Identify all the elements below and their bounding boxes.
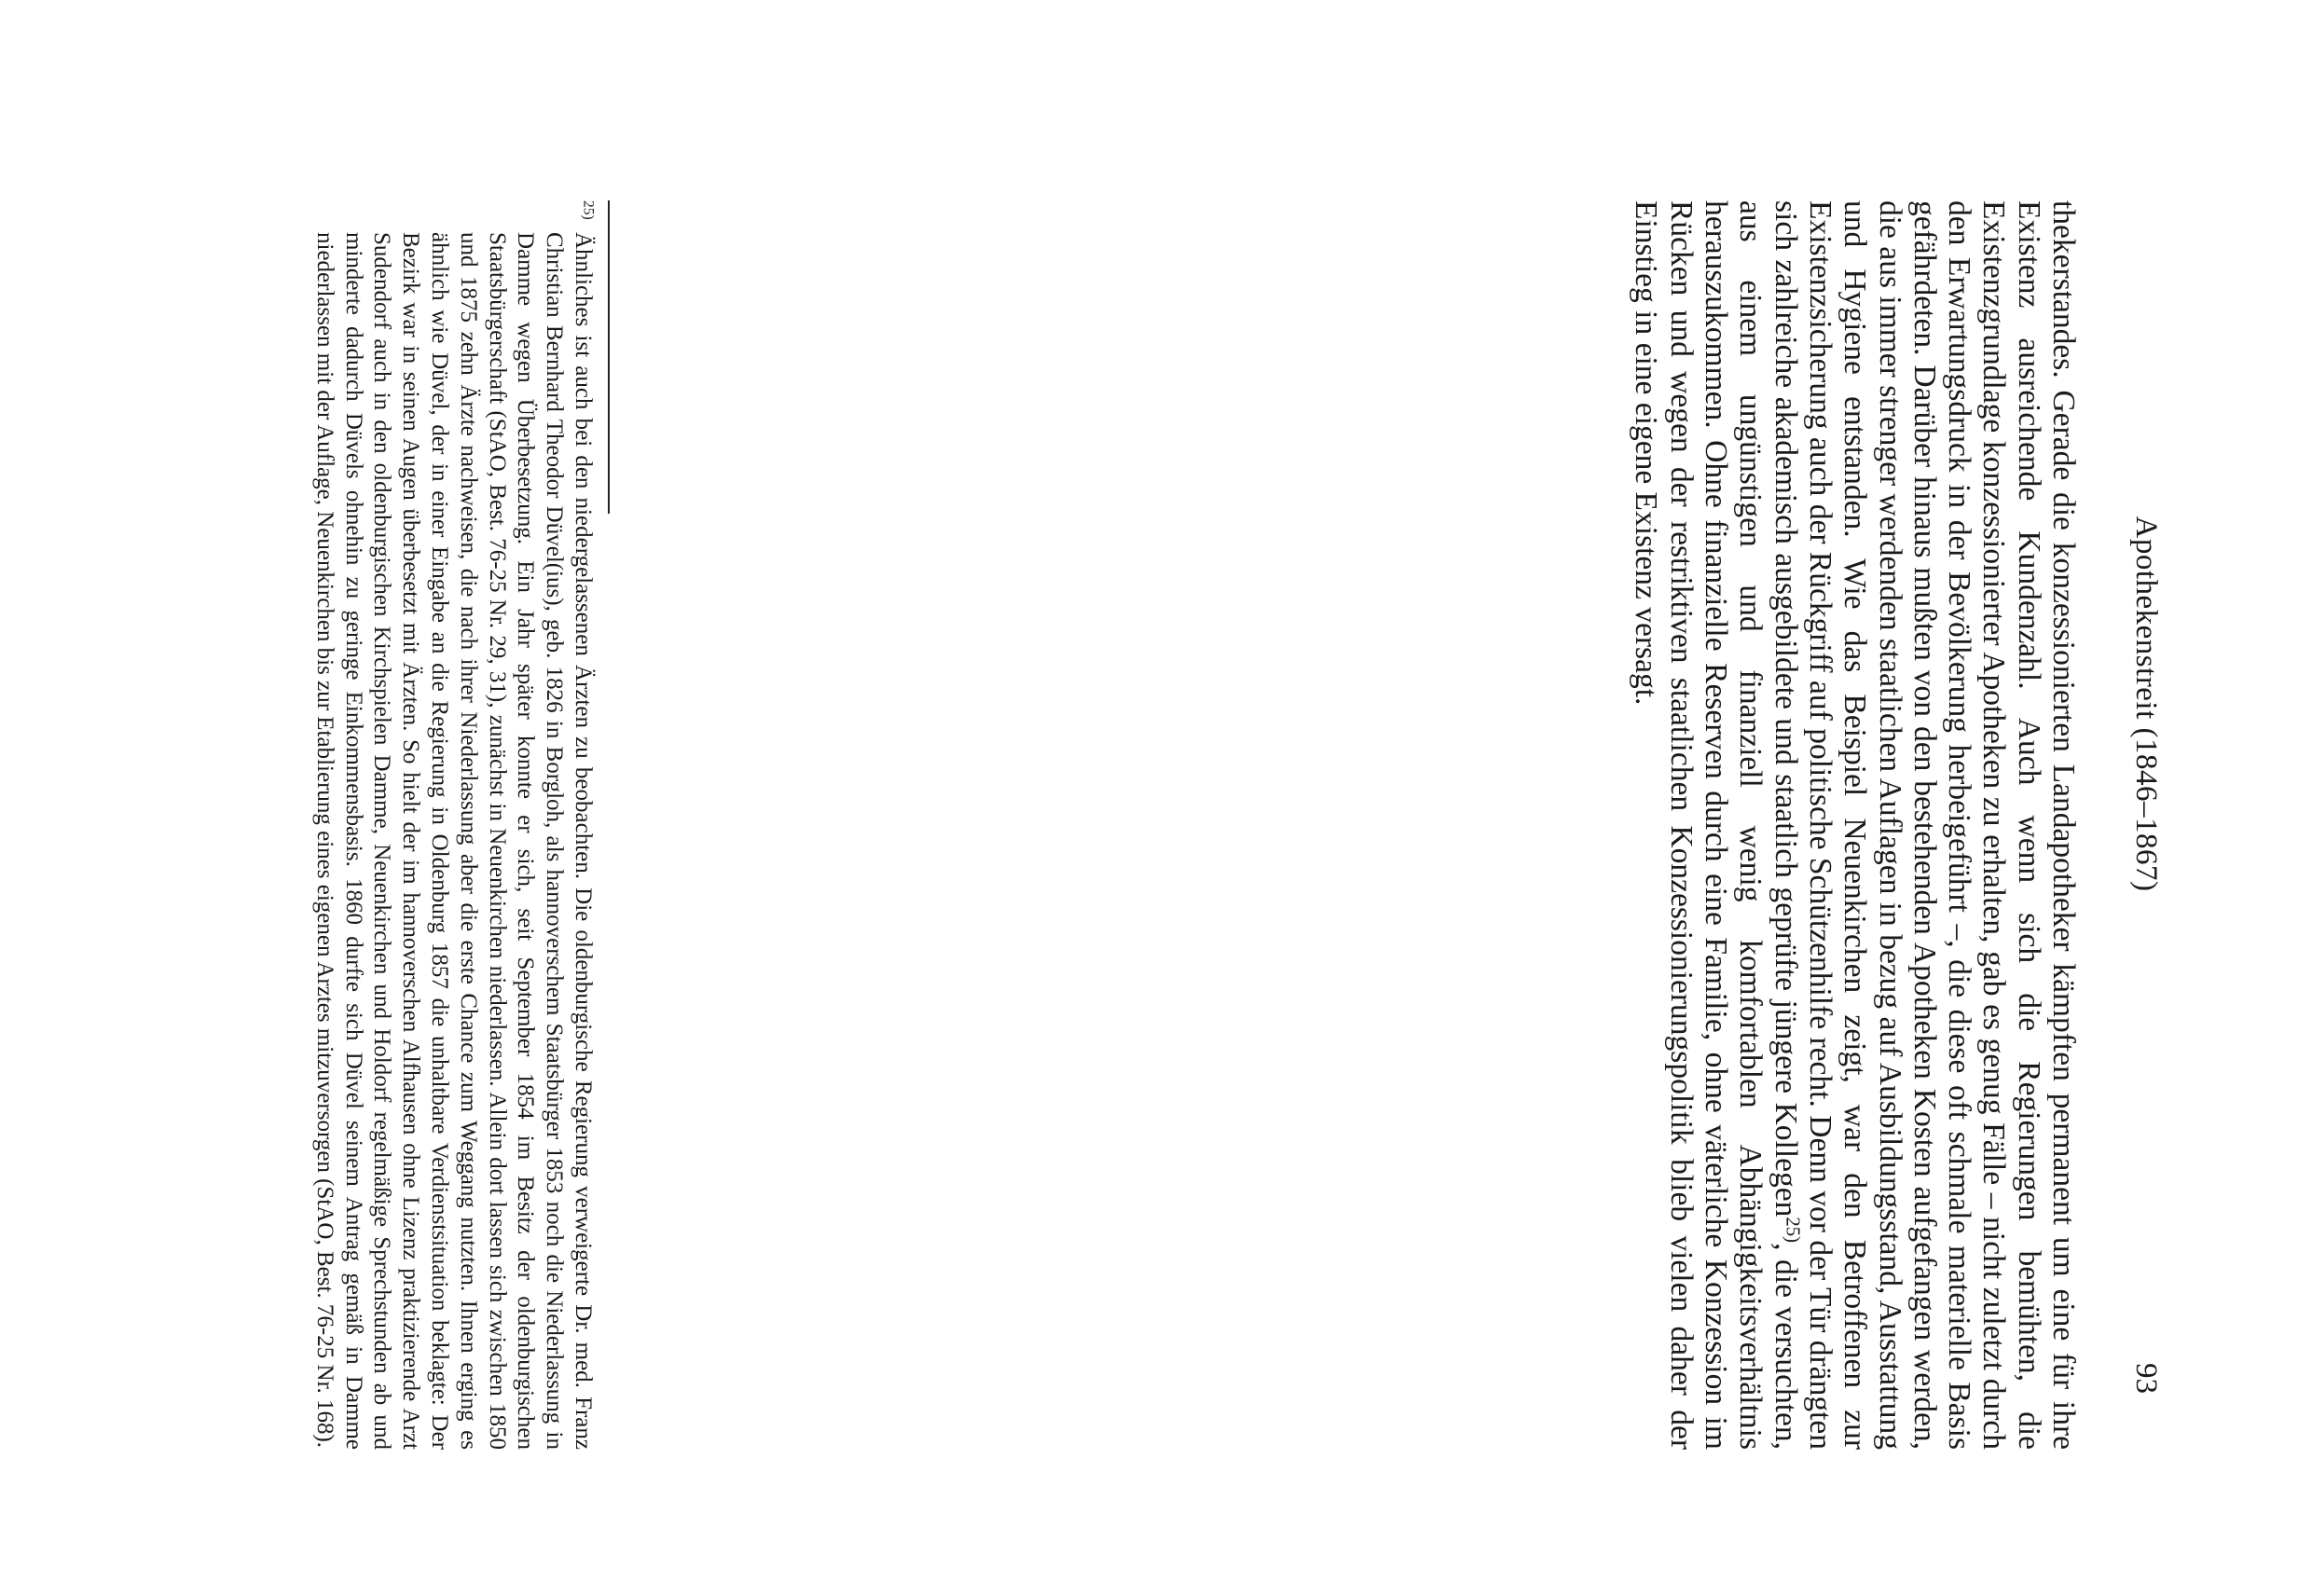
- footnote-text: Ähnliches ist auch bei den niedergelassenen Ärzten zu beobachten. Die oldenburgische Regierung verweigerte Dr. med. Franz Christian Bernhard Theodor Düvel(ius), geb. 1826 in Borgloh, als hannoverschem Staatsbürger 1853 noch die Niederlassung in Damme wegen Überbesetzung. Ein Jahr später konnte er sich, seit September 1854 im Besitz der oldenburgischen Staatsbürgerschaft (StAO, Best. 76-25 Nr. 29, 31), zunächst in Neuenkirchen niederlassen. Allein dort lassen sich zwischen 1850 und 1875 zehn Ärzte nachweisen, die nach ihrer Niederlassung aber die erste Chance zum Weggang nutzten. Ihnen erging es ähnlich wie Düvel, der in einer Eingabe an die Regierung in Oldenburg 1857 die unhaltbare Verdienstsituation beklagte: Der Bezirk war in seinen Augen überbesetzt mit Ärzten. So hielt der im hannoverschen Alfhausen ohne Lizenz praktizierende Arzt Sudendorf auch in den oldenburgischen Kirchspielen Damme, Neuenkirchen und Holdorf regelmäßige Sprechstunden ab und minderte dadurch Düvels ohnehin zu geringe Einkommensbasis. 1860 durfte sich Düvel seinem Antrag gemäß in Damme niederlassen mit der Auflage, Neuenkirchen bis zur Etablierung eines eigenen Arztes mitzuversorgen (StAO, Best. 76-25 Nr. 168).: [311, 232, 596, 1450]
- footnote-reference: 25): [1782, 1217, 1804, 1244]
- footnote-divider: [608, 200, 610, 514]
- page-number: 93: [2129, 1363, 2163, 1394]
- body-text-part-2: , die versuchten, aus einem ungünstigen und finanziell wenig komfortablen Abhängigkeitsverhältnis herauszukommen. Ohne finanzielle Reserven durch eine Familie, ohne väterliche Konzession im Rücken und wegen der restriktiven staatlichen Konzessionierungspolitik blieb vielen daher der Einstieg in eine eigene Existenz versagt.: [1629, 200, 1803, 1450]
- running-title: Apothekenstreit (1846–1867): [2129, 516, 2163, 892]
- body-paragraph: [1629, 200, 2081, 1450]
- body-text-part-1: thekerstandes. Gerade die konzessionierten Landapotheker kämpften permanent um eine für ihre Existenz ausreichende Kundenzahl. Auch wenn sich die Regierungen bemühten, die Existenzgrundlage konzessionierter Apotheken zu erhalten, gab es genug Fälle – nicht zuletzt durch den Erwartungsdruck in der Bevölkerung herbeigeführt –, die diese oft schmale materielle Basis gefährdeten. Darüber hinaus mußten von den bestehenden Apotheken Kosten aufgefangen werden, die aus immer strenger werdenden staatlichen Auflagen in bezug auf Ausbildungsstand, Ausstattung und Hygiene entstanden. Wie das Beispiel Neuenkirchen zeigt, war den Betroffenen zur Existenzsicherung auch der Rückgriff auf politische Schützenhilfe recht. Denn vor der Tür drängten sich zahlreiche akademisch ausgebildete und staatlich geprüfte jüngere Kollegen: [1768, 200, 2081, 1450]
- footnote: [310, 200, 597, 1450]
- footnote-number: 25): [580, 200, 597, 220]
- running-header: [2118, 126, 2174, 1394]
